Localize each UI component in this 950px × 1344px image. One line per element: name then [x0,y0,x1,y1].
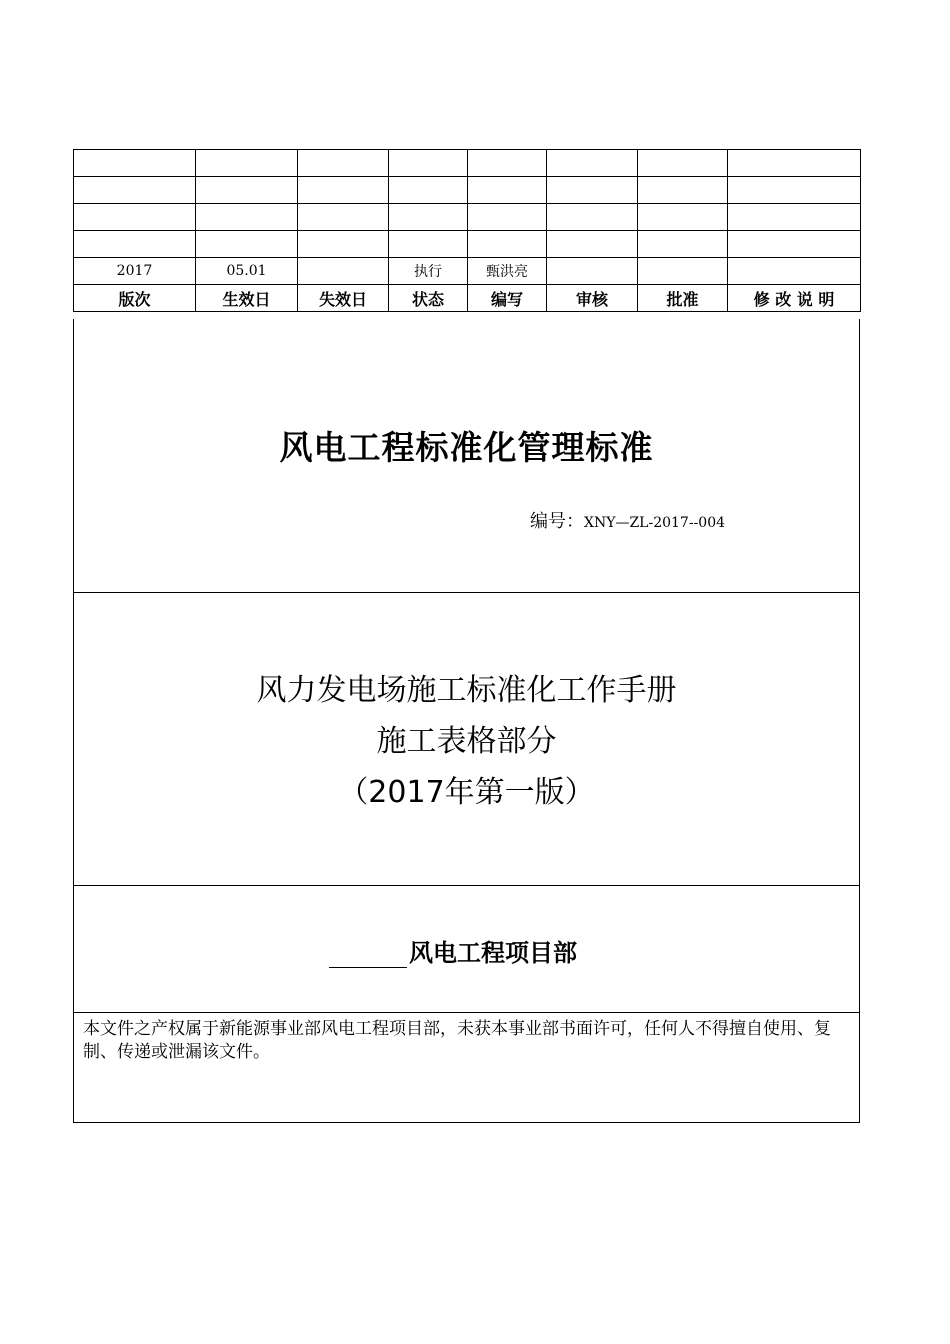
revision-cell [196,150,298,177]
document-number-label: 编号： [530,511,584,532]
revision-header-cell: 编写 [468,285,547,312]
revision-cell [547,177,638,204]
subtitle-line: 施工表格部分 [376,724,557,759]
department-line [329,933,577,968]
copyright-section [73,1013,860,1123]
revision-cell [728,231,861,258]
revision-cell [389,231,468,258]
revision-cell [298,231,389,258]
revision-cell [468,231,547,258]
revision-cell [196,231,298,258]
revision-cell [468,150,547,177]
copyright-notice: 本文件之产权属于新能源事业部风电工程项目部，未获本事业部书面许可，任何人不得擅自使用、复制、传递或泄漏该文件。 [83,1019,831,1062]
revision-header-cell: 版次 [74,285,196,312]
revision-row-empty [74,204,861,231]
revision-cell [74,204,196,231]
revision-cell: 2017 [74,258,196,285]
revision-cell [728,258,861,285]
revision-cell [547,258,638,285]
revision-cell [389,204,468,231]
revision-cell [728,150,861,177]
subtitle-block [74,665,859,818]
revision-header-cell: 修 改 说 明 [728,285,861,312]
revision-header-cell: 批准 [638,285,728,312]
revision-cell [638,204,728,231]
revision-row-empty [74,231,861,258]
revision-cell [389,150,468,177]
revision-cell [298,177,389,204]
department-section [73,886,860,1013]
department-name: 风电工程项目部 [409,939,577,967]
title-section [73,319,860,593]
revision-cell [298,258,389,285]
revision-header-cell: 失效日 [298,285,389,312]
revision-cell [74,231,196,258]
revision-cell [298,150,389,177]
revision-cell: 执行 [389,258,468,285]
revision-cell [196,204,298,231]
revision-header-row [74,285,861,312]
revision-cell [638,231,728,258]
revision-cell: 05.01 [196,258,298,285]
revision-cell [638,258,728,285]
revision-cell [196,177,298,204]
revision-header-cell: 生效日 [196,285,298,312]
revision-cell [638,150,728,177]
revision-cell [298,204,389,231]
revision-cell [468,177,547,204]
subtitle-section [73,593,860,886]
main-title: 风电工程标准化管理标准 [279,428,654,467]
revision-row-empty [74,150,861,177]
revision-row [74,258,861,285]
revision-header-cell: 审核 [547,285,638,312]
revision-cell [74,150,196,177]
document-number-value: XNY—ZL-2017--004 [584,515,726,531]
revision-cell [468,204,547,231]
revision-table [73,149,861,312]
revision-cell [728,177,861,204]
subtitle-line: 风力发电场施工标准化工作手册 [256,673,677,708]
revision-cell [728,204,861,231]
revision-cell [547,204,638,231]
department-blank-underline [329,943,407,968]
revision-cell: 甄洪亮 [468,258,547,285]
document-number [530,507,725,533]
revision-cell [638,177,728,204]
revision-cell [74,177,196,204]
revision-cell [389,177,468,204]
revision-cell [547,231,638,258]
subtitle-line: （2017年第一版） [338,775,595,810]
revision-row-empty [74,177,861,204]
revision-cell [547,150,638,177]
revision-header-cell: 状态 [389,285,468,312]
